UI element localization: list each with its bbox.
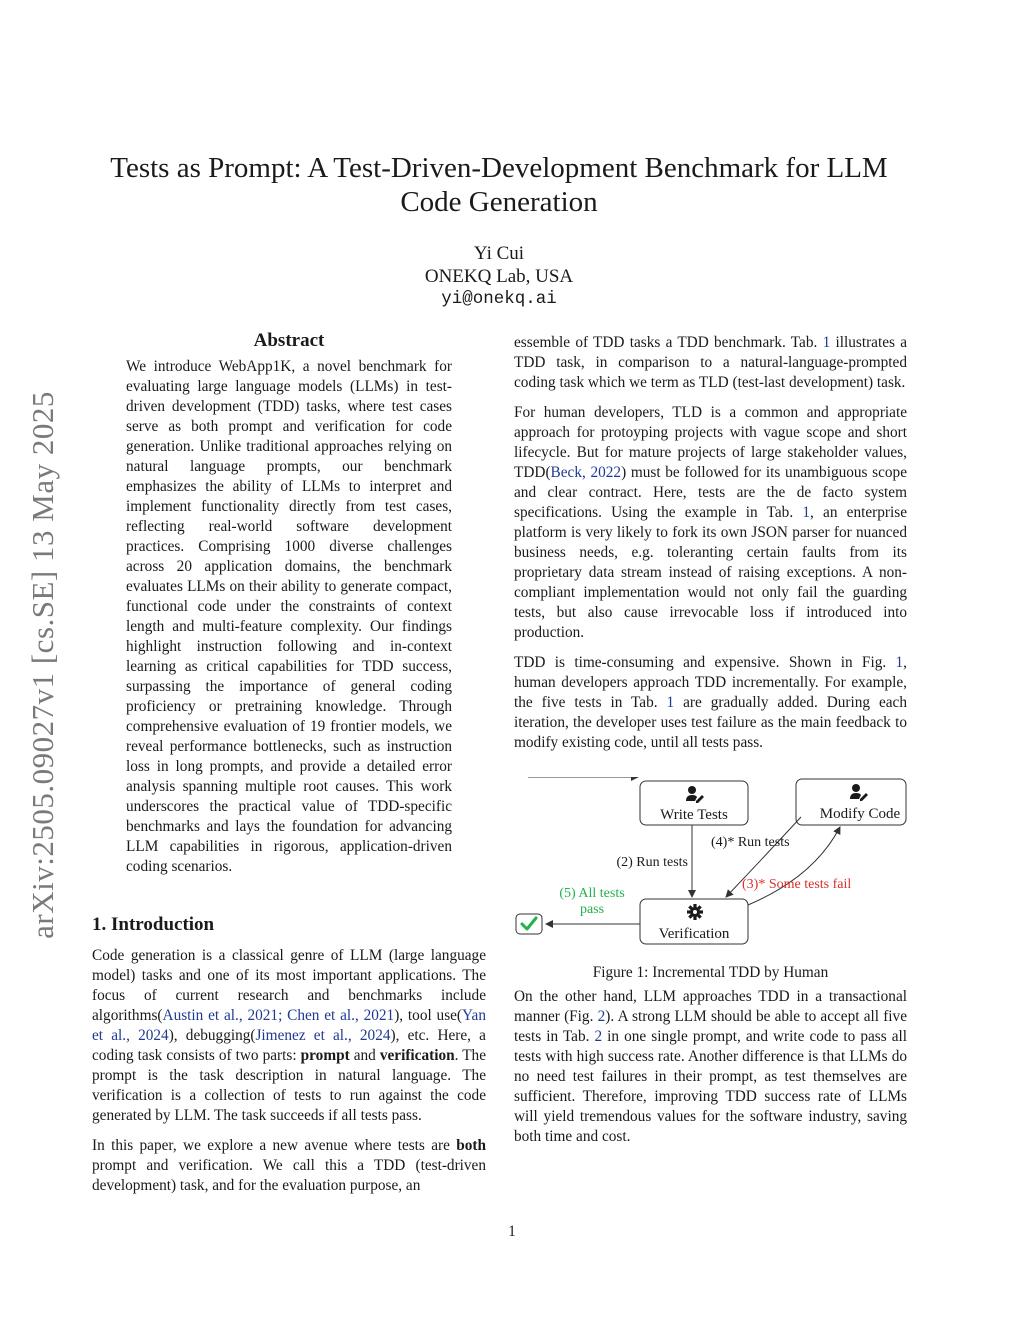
- table-ref-link[interactable]: 1: [666, 694, 675, 711]
- intro-paragraph-2: [92, 1136, 486, 1196]
- figure-caption: Figure 1: Incremental TDD by Human: [592, 964, 829, 981]
- label-all-pass-1: (5) All tests: [559, 886, 625, 901]
- text-run: Code generation is a classical genre of LLM (large language model) tasks and one of its most important applications. The focus of current research and benchmarks include algorithms(: [92, 947, 486, 1024]
- author-block: [92, 242, 906, 311]
- arxiv-stamp: [12, 370, 74, 960]
- abstract-heading: Abstract: [253, 330, 325, 351]
- text-run: For human developers, TLD is a common and appropriate approach for protoyping projects with vague scope and short lifecycle. But for mature projects of large stakeholder values, TDD(: [514, 404, 907, 481]
- arxiv-stamp-text: arXiv:2505.09027v1 [cs.SE] 13 May 2025: [25, 391, 61, 939]
- text-run: in one single prompt, and write code to pass all tests with high success rate. Another difference is that LLMs do no need test failures in their prompt, as test themselves are sufficient. Therefore, improving TDD success rate of LLMs will yield tremendous values for the software industry, saving both time and cost.: [514, 1028, 908, 1145]
- author-affiliation: ONEKQ Lab, USA: [424, 266, 574, 287]
- author-name: Yi Cui: [473, 243, 525, 264]
- text-run: ) must be followed for its unambiguous scope and clear contract. Here, tests are the de facto system specifications. Using the example in Tab.: [514, 464, 907, 521]
- text-run: . The prompt is the task description in natural language. The verification is a collection of tests to run against the code generated by LLM. The task succeeds if all tests pass.: [92, 1047, 486, 1124]
- figure-ref-link[interactable]: 2: [597, 1008, 606, 1025]
- abstract-text: We introduce WebApp1K, a novel benchmark for evaluating large language models (LLMs) in test-driven development (TDD) tasks, where test cases serve as both prompt and verification for code generation. Unlike traditional approaches relying on natural language prompts, our benchmark emphasizes the ability of LLMs to interpret and implement functionality directly from test cases, reflecting real-world software development practices. Comprising 1000 diverse challenges across 20 application domains, the benchmark evaluates LLMs on their ability to generate compact, functional code under the constraints of context length and multi-feature complexity. Our findings highlight instruction following and in-context learning as critical capabilities for TDD success, surpassing the importance of general coding proficiency or pretraining knowledge. Through comprehensive evaluation of 19 frontier models, we reveal performance bottlenecks, such as instruction loss in long prompts, and provide a detailed error analysis spanning multiple root causes. This work underscores the practical value of TDD-specific benchmarks and lays the foundation for advancing LLM capabilities in rigorous, application-driven coding scenarios.: [126, 358, 452, 875]
- text-run: illustrates a TDD task, in comparison to a natural-language-prompted coding task which we term as TLD (test-last development) task.: [514, 334, 908, 391]
- right-paragraph-3: [514, 653, 907, 753]
- right-column: [514, 333, 907, 1157]
- right-paragraph-2: [514, 403, 907, 643]
- intro-paragraph-1: [92, 946, 486, 1126]
- text-run: , human developers approach TDD incrementally. For example, the five tests in Tab.: [514, 654, 907, 711]
- label-all-pass-2: pass: [579, 902, 605, 917]
- text-run: ), tool use(: [394, 1007, 463, 1024]
- citation-link[interactable]: Beck, 2022: [550, 464, 622, 481]
- text-run: In this paper, we explore a new avenue where tests are: [92, 1137, 457, 1154]
- text-run: are gradually added. During each iteration, the developer uses test failure as the main feedback to modify existing code, until all tests pass.: [514, 694, 907, 751]
- tdd-diagram: [514, 777, 907, 962]
- citation-link[interactable]: Jimenez et al., 2024: [255, 1027, 391, 1044]
- text-run: and: [349, 1047, 380, 1064]
- text-run: prompt and verification. We call this a TDD (test-driven development) task, and for the evaluation purpose, an: [92, 1157, 486, 1194]
- gear-icon: [687, 904, 703, 920]
- bold-term: verification: [379, 1047, 455, 1064]
- text-run: On the other hand, LLM approaches TDD in a transactional manner (Fig.: [514, 988, 907, 1025]
- table-ref-link[interactable]: 1: [802, 504, 811, 521]
- paper-title: Tests as Prompt: A Test-Driven-Development Benchmark for LLM Code Generation: [110, 152, 888, 218]
- text-run: ), debugging(: [168, 1027, 256, 1044]
- label-some-tests-fail: (3)* Some tests fail: [742, 877, 852, 892]
- text-run: TDD is time-consuming and expensive. Shown in Fig.: [514, 654, 896, 671]
- citation-link[interactable]: Yan et al., 2024: [92, 1007, 486, 1044]
- label-run-tests-again: (4)* Run tests: [711, 835, 790, 850]
- page-number: 1: [508, 1223, 516, 1240]
- figure-ref-link[interactable]: 1: [895, 654, 904, 671]
- author-email: yi@onekq.ai: [441, 289, 557, 309]
- right-paragraph-1: [514, 333, 907, 393]
- text-run: essemble of TDD tasks a TDD benchmark. Tab.: [514, 334, 823, 351]
- intro-heading: 1. Introduction: [92, 914, 215, 935]
- text-run: ), etc. Here, a coding task consists of two parts:: [92, 1027, 486, 1064]
- right-paragraph-4: [514, 987, 907, 1147]
- write-tests-label: Write Tests: [660, 807, 728, 823]
- table-ref-link[interactable]: 1: [822, 334, 831, 351]
- check-icon: [516, 914, 542, 934]
- write-tests-box: [640, 781, 748, 825]
- bold-term: prompt: [300, 1047, 350, 1064]
- modify-code-box: [796, 779, 906, 825]
- modify-code-label: Modify Code: [819, 806, 901, 822]
- verification-label: Verification: [658, 926, 730, 942]
- label-run-tests: (2) Run tests: [616, 855, 688, 870]
- left-column: [92, 330, 486, 1206]
- figure-1: [514, 777, 907, 987]
- text-run: , an enterprise platform is very likely to fork its own JSON parser for nuanced business needs, e.g. toleranting certain faults from its proprietary data stream instead of raising exceptions. A non-compliant implementation would not only fail the guarding tests, but also cause irrevocable loss if introduced into production.: [514, 504, 907, 641]
- verification-box: [640, 899, 748, 944]
- text-run: ). A strong LLM should be able to accept all five tests in Tab.: [514, 1008, 907, 1045]
- table-ref-link[interactable]: 2: [594, 1028, 603, 1045]
- bold-term: both: [456, 1137, 486, 1154]
- citation-link[interactable]: Austin et al., 2021; Chen et al., 2021: [162, 1007, 395, 1024]
